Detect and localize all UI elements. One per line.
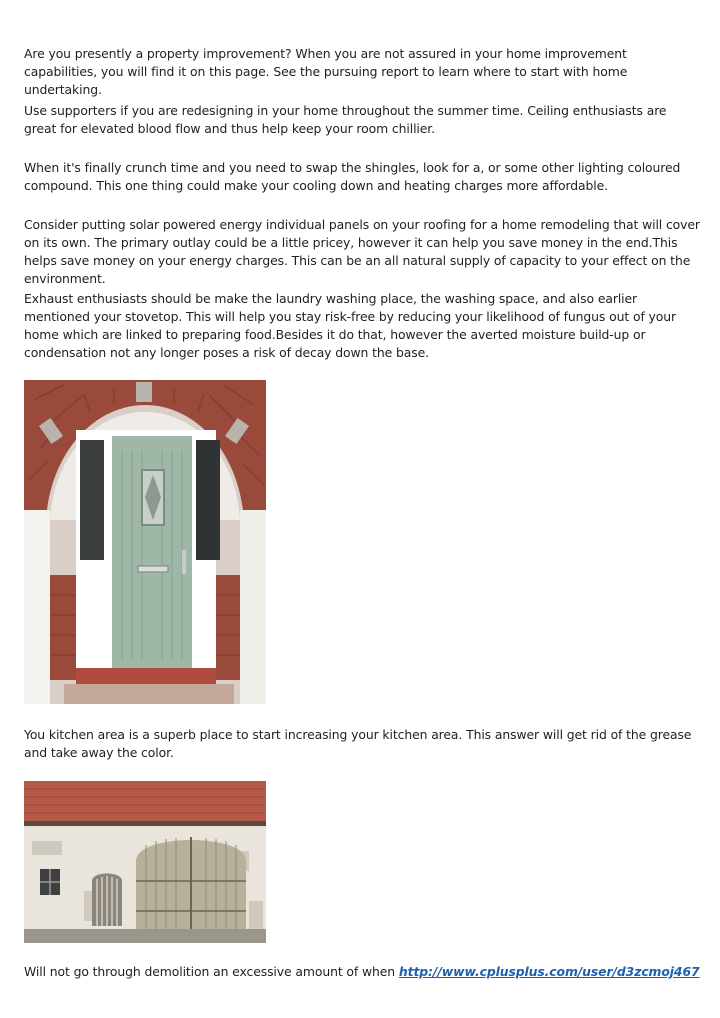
paragraph-6: You kitchen area is a superb place to start increasing your kitchen area. This answer will get rid of the grease and take away the color. bbox=[24, 727, 692, 760]
paragraph-4: Consider putting solar powered energy individual panels on your roofing for a home remodeling that will cover on its own. The primary outlay could be a little pricey, however it can help you save money in the end.This helps save money on your energy charges. This can be an all natural supply of capacity to your effect on the environment. bbox=[24, 217, 700, 286]
closing-paragraph bbox=[24, 963, 700, 981]
paragraph-5: Exhaust enthusiasts should be make the laundry washing place, the washing space, and also earlier mentioned your stovetop. This will help you stay risk-free by reducing your likelihood of fungus out of your home which are linked to preparing food.Besides it do that, however the averted moisture build-up or condensation not any longer poses a risk of decay down the base. bbox=[24, 291, 677, 360]
paragraph-1: Are you presently a property improvement? When you are not assured in your home improvement capabilities, you will find it on this page. See the pursuing report to learn where to start with home undertaking. bbox=[24, 46, 628, 97]
closing-text: Will not go through demolition an excessive amount of when bbox=[24, 964, 399, 979]
barn-doors-photo bbox=[24, 781, 266, 943]
front-door-photo bbox=[24, 380, 266, 704]
paragraph-3: When it's finally crunch time and you need to swap the shingles, look for a, or some other lighting coloured compound. This one thing could make your cooling down and heating charges more affordable. bbox=[24, 160, 681, 193]
paragraph-2: Use supporters if you are redesigning in your home throughout the summer time. Ceiling enthusiasts are great for elevated blood flow and thus help keep your room chillier. bbox=[24, 103, 667, 136]
external-link[interactable]: http://www.cplusplus.com/user/d3zcmoj467 bbox=[398, 964, 700, 979]
